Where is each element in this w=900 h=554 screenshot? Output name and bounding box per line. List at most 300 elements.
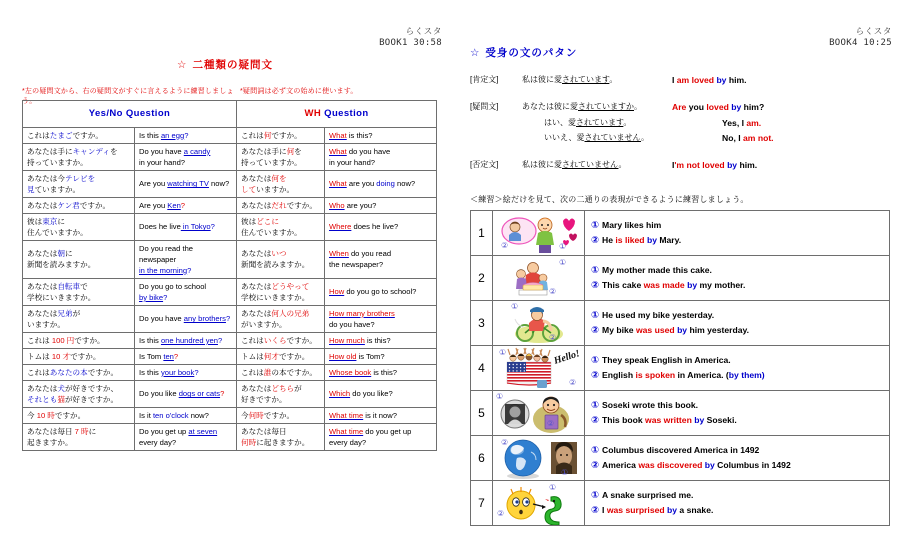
jp-yes-no-7-run-4: いますか。 [27, 319, 65, 329]
table-row [23, 197, 437, 213]
table-row [23, 240, 437, 278]
picture-marker-two: ② [549, 333, 557, 342]
sentence-0-1-run-1: is liked [615, 235, 645, 245]
jp-yes-no-11-run-1: 犬 [57, 383, 65, 393]
pattern-english [672, 74, 890, 88]
jp-yes-no-1-run-2: を [109, 146, 118, 156]
star-icon: ☆ [177, 59, 188, 71]
pattern-row [470, 159, 890, 173]
picture-marker-one: ① [559, 258, 567, 267]
en-yes-no-4-run-0: Does he live [139, 222, 181, 232]
en-wh-1-run-3: in your hand? [329, 157, 376, 167]
jp-wh-12-run-1: 何時 [248, 410, 264, 420]
sentence-4-1-run-4: Soseki. [704, 415, 737, 425]
table-row [23, 143, 437, 170]
jp-wh-5-run-3: 新聞を読みますか。 [241, 260, 310, 270]
picture-marker-two: ② [497, 509, 505, 518]
jp-yes-no-cell [23, 407, 135, 423]
pattern-en-3-run-1: am not. [743, 133, 774, 144]
jp-yes-no-cell [23, 278, 135, 305]
table-row [23, 364, 437, 380]
jp-wh-1-run-1: 何 [286, 146, 295, 156]
row-number: 1 [471, 211, 493, 256]
passive-pattern-block [470, 74, 890, 175]
sentence-5-1-run-0: America [602, 460, 639, 470]
pattern-jp-0-run-1: されています [562, 75, 610, 84]
jp-wh-6-run-1: どうやって [271, 281, 310, 291]
pattern-japanese [522, 159, 675, 173]
jp-wh-cell [237, 305, 325, 332]
sentence-line-2 [591, 368, 883, 383]
en-yes-no-cell [135, 143, 237, 170]
jp-wh-1-run-4: 持っていますか。 [241, 157, 302, 167]
en-wh-1-run-1: do you have [346, 146, 391, 156]
en-wh-11-run-0: Which [329, 389, 351, 399]
en-wh-6-run-1: do you go to school? [344, 287, 417, 297]
en-yes-no-9-run-0: Is Tom [139, 351, 164, 361]
jp-wh-7-run-0: あなたは [241, 308, 272, 318]
sentence-5-1-run-4: Columbus in 1492 [714, 460, 791, 470]
pattern-jp-3-run-0: いいえ、愛 [544, 133, 585, 143]
en-yes-no-3-run-2: ? [180, 200, 186, 210]
jp-wh-13-run-2: 何時 [241, 437, 257, 447]
pattern-row [470, 74, 890, 88]
jp-wh-cell [237, 127, 325, 143]
jp-wh-2-run-4: いますか。 [256, 184, 295, 194]
en-wh-13-run-0: What time [329, 426, 364, 436]
sentence-number-icon: ② [591, 235, 600, 246]
sentence-pair-cell [585, 436, 890, 481]
illustration-cell [493, 436, 585, 481]
jp-wh-0-run-1: 何 [263, 130, 272, 140]
row-number: 2 [471, 256, 493, 301]
picture-marker-one: ① [549, 483, 557, 492]
sentence-number-icon: ② [591, 415, 600, 426]
jp-yes-no-cell [23, 197, 135, 213]
jp-yes-no-cell [23, 380, 135, 407]
en-wh-2-run-3: now? [394, 179, 416, 189]
pattern-japanese [522, 132, 694, 146]
jp-yes-no-3-run-2: ですか。 [79, 200, 111, 210]
table-row [23, 278, 437, 305]
table-row [23, 407, 437, 423]
en-yes-no-0-run-2: ? [184, 130, 189, 140]
pattern-jp-4-run-2: 。 [618, 160, 627, 169]
right-page [450, 0, 900, 554]
question-types-table [22, 100, 437, 451]
en-yes-no-11-run-2: ? [220, 389, 225, 399]
en-yes-no-6-run-3: ? [163, 292, 168, 302]
pattern-en-4-run-4: him. [737, 160, 758, 170]
jp-yes-no-10-run-1: あなたの本 [49, 367, 88, 377]
en-yes-no-8-run-1: one hundred yen [160, 335, 218, 345]
en-wh-13-run-1: do you get up [363, 426, 412, 436]
en-wh-0-run-1: is this? [346, 130, 373, 140]
sentence-6-1-run-0: I [602, 505, 607, 515]
en-wh-1-run-0: What [329, 146, 347, 156]
jp-wh-0-run-0: これは [241, 130, 264, 140]
jp-yes-no-1-run-4: 持っていますか。 [27, 157, 88, 167]
sentence-pair-cell [585, 481, 890, 526]
pattern-en-2-run-1: am. [746, 117, 762, 128]
note-right: *疑問詞は必ず文の始めに使います。 [240, 88, 358, 95]
sentence-number-icon: ① [591, 219, 600, 231]
jp-wh-cell [237, 278, 325, 305]
en-wh-8-run-1: is this? [364, 335, 391, 345]
en-wh-cell [325, 213, 437, 240]
sentence-2-0-run-0: He used my bike yesterday. [602, 309, 715, 320]
illustration-cell [493, 211, 585, 256]
sentence-6-1-run-3: by [667, 505, 678, 515]
jp-yes-no-cell [23, 364, 135, 380]
jp-wh-3-run-2: ですか。 [286, 200, 317, 210]
sentence-1-1-run-0: This cake [602, 280, 644, 290]
sentence-1-0-run-0: My mother made this cake. [602, 264, 712, 275]
picture-marker-one: ① [499, 348, 507, 357]
jp-wh-8-run-0: これは [241, 335, 264, 345]
sentence-3-1-run-4: ) [761, 370, 765, 380]
jp-yes-no-11-run-4: それとも [27, 394, 58, 404]
mother-made-cake-illustration [493, 256, 585, 300]
pattern-tag: [否定文] [470, 160, 499, 169]
jp-wh-cell [237, 407, 325, 423]
en-yes-no-3-run-0: Are you [139, 200, 168, 210]
table-row [23, 213, 437, 240]
pattern-jp-3-run-1: されていません [584, 133, 641, 143]
en-wh-cell [325, 240, 437, 278]
jp-yes-no-2-run-0: あなたは今 [27, 173, 65, 183]
en-yes-no-13-run-0: Do you get up [139, 426, 189, 436]
sentence-number-icon: ② [591, 280, 600, 291]
jp-yes-no-5-run-4: 新聞を読みますか。 [27, 260, 96, 270]
sentence-2-1-run-0: My bike [602, 325, 636, 335]
jp-wh-10-run-1: 誰 [263, 367, 272, 377]
pattern-en-3-run-0: No, I [722, 133, 744, 144]
table-row [23, 332, 437, 348]
jp-yes-no-13-run-0: あなたは毎日 [27, 426, 75, 436]
pattern-jp-4-run-0: 私は彼に愛 [522, 160, 562, 169]
en-wh-cell [325, 332, 437, 348]
jp-yes-no-3-run-1: ケン君 [57, 200, 80, 210]
right-title-text: 受身の文のパタン [485, 47, 578, 59]
jp-wh-8-run-1: いくら [263, 335, 287, 345]
pattern-tag [470, 117, 522, 131]
picture-marker-one: ① [511, 302, 519, 311]
en-wh-0-run-0: What [329, 130, 347, 140]
pattern-jp-1-run-2: 。 [634, 101, 642, 111]
jp-wh-10-run-0: これは [241, 367, 264, 377]
en-yes-no-12-run-2: now? [188, 410, 209, 420]
sentence-number-icon: ① [591, 309, 600, 321]
jp-wh-0-run-2: ですか。 [271, 130, 302, 140]
pattern-english [672, 101, 890, 115]
en-yes-no-cell [135, 407, 237, 423]
sentence-2-1-run-1: was used [635, 325, 675, 335]
jp-wh-13-run-0: あなたは毎日 [241, 426, 287, 436]
jp-yes-no-4-run-0: 彼は [27, 216, 43, 226]
en-wh-cell [325, 348, 437, 364]
table-row [23, 348, 437, 364]
sentence-line-2 [591, 233, 883, 248]
jp-wh-5-run-0: あなたは [241, 249, 272, 259]
pattern-jp-0-run-0: 私は彼に愛 [522, 75, 562, 84]
soseki-book-illustration [493, 391, 585, 435]
jp-wh-9-run-1: 何才 [263, 351, 279, 361]
jp-yes-no-9-run-0: トムは [27, 351, 52, 361]
jp-wh-13-run-3: に起きますか。 [256, 437, 310, 447]
exercise-lead: ＜練習＞絵だけを見て、次の二通りの表現ができるように練習しましょう。 [470, 195, 749, 204]
en-yes-no-8-run-2: ? [217, 335, 223, 345]
sentence-4-0-run-0: Soseki wrote this book. [602, 399, 699, 410]
jp-yes-no-2-run-4: ていますか。 [34, 184, 81, 194]
en-wh-3-run-1: are you? [344, 200, 377, 210]
sentence-line-1 [591, 353, 883, 368]
pattern-spacer [470, 90, 890, 101]
sentence-number-icon: ② [591, 370, 600, 381]
pattern-spacer [470, 148, 890, 159]
pattern-en-1-run-4: by [731, 101, 742, 112]
practice-row [471, 211, 890, 256]
en-yes-no-10-run-2: ? [194, 367, 199, 377]
book-code: BOOK4 10:25 [829, 38, 892, 49]
mary-likes-him-illustration [493, 211, 585, 255]
jp-yes-no-9-run-1: 10 才 [51, 351, 71, 361]
jp-wh-2-run-3: して [241, 184, 257, 194]
used-my-bike-illustration [493, 301, 585, 345]
en-yes-no-cell [135, 364, 237, 380]
jp-wh-1-run-0: あなたは手に [241, 146, 287, 156]
jp-wh-11-run-1: どちら [271, 383, 295, 393]
en-wh-3-run-0: Who [329, 200, 345, 210]
jp-yes-no-cell [23, 213, 135, 240]
en-wh-10-run-0: Whose book [329, 367, 372, 377]
picture-marker-one: ① [561, 468, 569, 477]
sentence-5-0-run-0: Columbus discovered America in 1492 [602, 444, 760, 455]
brand-name: らくスタ [405, 26, 442, 36]
jp-yes-no-6-run-2: で [80, 281, 88, 291]
jp-wh-cell [237, 213, 325, 240]
jp-wh-2-run-1: 何を [271, 173, 287, 183]
en-yes-no-13-run-3: every day? [139, 437, 177, 447]
sentence-line-1 [591, 263, 883, 278]
pattern-en-1-run-2: loved [706, 101, 729, 112]
jp-wh-cell [237, 170, 325, 197]
pattern-japanese [522, 74, 672, 88]
sentence-2-1-run-3: by [677, 325, 688, 335]
jp-yes-no-cell [23, 143, 135, 170]
globe-columbus-illustration [493, 436, 585, 480]
practice-row [471, 346, 890, 391]
jp-yes-no-0-run-2: ですか。 [72, 130, 103, 140]
jp-yes-no-2-run-3: 見 [27, 184, 35, 194]
jp-wh-cell [237, 423, 325, 450]
en-yes-no-7-run-0: Do you have [139, 314, 184, 324]
en-yes-no-cell [135, 197, 237, 213]
pattern-jp-1-run-1: されていますか [578, 101, 634, 111]
jp-yes-no-11-run-0: あなたは [27, 383, 58, 393]
pattern-english [694, 117, 890, 131]
en-yes-no-cell [135, 332, 237, 348]
jp-yes-no-8-run-0: これは [27, 335, 52, 345]
jp-yes-no-6-run-4: 学校にいきますか。 [27, 292, 96, 302]
en-yes-no-cell [135, 423, 237, 450]
pattern-en-4-run-3: by [727, 160, 738, 170]
jp-wh-4-run-3: 住んでいますか。 [241, 227, 302, 237]
jp-wh-4-run-1: どこに [256, 216, 279, 226]
sentence-pair-cell [585, 391, 890, 436]
en-wh-cell [325, 143, 437, 170]
en-yes-no-0-run-0: Is this [139, 130, 161, 140]
en-yes-no-7-run-1: any brothers [183, 314, 226, 324]
jp-yes-no-13-run-1: 7 時 [74, 426, 89, 436]
practice-row [471, 481, 890, 526]
sentence-0-1-run-0: He [602, 235, 616, 245]
jp-wh-11-run-4: 好きですか。 [241, 394, 287, 404]
table-header-row [23, 101, 437, 128]
star-icon: ☆ [470, 47, 481, 59]
pattern-en-1-run-5: him? [741, 101, 765, 112]
en-yes-no-cell [135, 127, 237, 143]
sentence-3-1-run-2: in America. ( [675, 370, 729, 380]
practice-row [471, 256, 890, 301]
jp-yes-no-7-run-1: 兄弟 [57, 308, 73, 318]
sentence-number-icon: ① [591, 399, 600, 411]
jp-wh-cell [237, 197, 325, 213]
jp-yes-no-2-run-1: テレビを [64, 173, 96, 183]
pattern-en-4-run-0: I [672, 160, 675, 170]
sentence-0-1-run-4: Mary. [656, 235, 682, 245]
jp-yes-no-5-run-1: 朝 [57, 249, 65, 259]
en-yes-no-12-run-0: Is it [139, 410, 153, 420]
sentence-3-1-run-0: English [602, 370, 636, 380]
note-left: *左の疑問文から、右の疑問文がすぐに言えるように練習しましょう。 [22, 88, 234, 105]
en-yes-no-5-run-0: Do you read the newspaper [139, 243, 194, 264]
jp-wh-12-run-2: ですか。 [263, 410, 295, 420]
sentence-4-1-run-1: was written [645, 415, 692, 425]
en-yes-no-3-run-1: Ken [167, 200, 181, 210]
en-wh-7-run-0: How many brothers [329, 308, 395, 318]
table-row [23, 423, 437, 450]
sentence-pair-cell [585, 211, 890, 256]
pattern-jp-2-run-0: はい、愛 [544, 117, 576, 127]
practice-row [471, 436, 890, 481]
en-yes-no-7-run-2: ? [225, 314, 231, 324]
jp-wh-cell [237, 332, 325, 348]
jp-yes-no-cell [23, 127, 135, 143]
jp-yes-no-11-run-2: が好きですか、 [64, 383, 119, 393]
sentence-3-1-run-1: is spoken [635, 370, 676, 380]
en-wh-9-run-1: is Tom? [356, 351, 385, 361]
en-wh-5-run-1: do you read [348, 249, 392, 259]
sentence-line-1 [591, 398, 883, 413]
en-wh-cell [325, 278, 437, 305]
jp-wh-11-run-0: あなたは [241, 383, 272, 393]
pattern-jp-1-run-0: あなたは彼に愛 [522, 101, 578, 111]
pattern-japanese [522, 117, 694, 131]
sentence-1-1-run-3: by [687, 280, 698, 290]
en-yes-no-8-run-0: Is this [139, 335, 161, 345]
sentence-1-1-run-1: was made [643, 280, 685, 290]
en-wh-cell [325, 127, 437, 143]
jp-wh-2-run-0: あなたは [241, 173, 272, 183]
en-wh-2-run-2: doing [376, 179, 395, 189]
en-yes-no-11-run-1: dogs or cats [178, 389, 221, 399]
en-wh-8-run-0: How much [329, 335, 365, 345]
illustration-cell [493, 481, 585, 526]
en-yes-no-2-run-2: now? [208, 179, 230, 189]
en-yes-no-cell [135, 170, 237, 197]
practice-row [471, 301, 890, 346]
sentence-4-1-run-0: This book [602, 415, 646, 425]
en-yes-no-4-run-1: in Tokyo [180, 222, 211, 232]
illustration-cell [493, 391, 585, 436]
sentence-6-1-run-4: a snake. [677, 505, 714, 515]
illustration-cell [493, 256, 585, 301]
en-wh-13-run-3: every day? [329, 437, 367, 447]
right-page-title [470, 45, 577, 60]
jp-yes-no-cell [23, 423, 135, 450]
en-wh-cell [325, 364, 437, 380]
pattern-jp-2-run-2: 。 [623, 117, 632, 127]
jp-wh-11-run-2: が [294, 383, 302, 393]
pattern-en-0-run-1: am loved [676, 75, 715, 85]
jp-yes-no-6-run-0: あなたは [27, 281, 58, 291]
pattern-jp-4-run-1: されていません [562, 160, 619, 169]
sentence-4-1-run-3: by [694, 415, 705, 425]
pattern-japanese [522, 101, 672, 115]
practice-table [470, 210, 890, 526]
jp-wh-5-run-1: いつ [271, 249, 287, 259]
en-wh-12-run-0: What time [329, 410, 364, 420]
jp-wh-8-run-2: ですか。 [286, 335, 317, 345]
right-brand-block [829, 26, 892, 50]
sentence-0-0-run-0: Mary likes him [602, 219, 662, 230]
practice-row [471, 391, 890, 436]
jp-wh-cell [237, 143, 325, 170]
jp-yes-no-4-run-1: 東京 [42, 216, 58, 226]
jp-yes-no-cell [23, 240, 135, 278]
row-number: 5 [471, 391, 493, 436]
sentence-0-1-run-3: by [646, 235, 657, 245]
pattern-row [470, 101, 890, 115]
left-brand-block [379, 26, 442, 50]
sentence-line-2 [591, 278, 883, 293]
brand-name: らくスタ [855, 26, 892, 36]
en-yes-no-cell [135, 305, 237, 332]
jp-yes-no-3-run-0: あなたは [27, 200, 58, 210]
en-yes-no-cell [135, 240, 237, 278]
illustration-cell [493, 346, 585, 391]
picture-marker-one: ① [496, 392, 504, 401]
jp-yes-no-cell [23, 170, 135, 197]
sentence-6-0-run-0: A snake surprised me. [602, 489, 694, 500]
sentence-3-1-run-3: by them [728, 370, 762, 380]
book-code: BOOK1 30:58 [379, 38, 442, 49]
pattern-jp-2-run-1: されています [576, 117, 624, 127]
pattern-en-2-run-0: Yes, I [722, 117, 747, 128]
en-wh-6-run-0: How [329, 287, 345, 297]
en-wh-11-run-1: do you like? [350, 389, 393, 399]
en-wh-4-run-0: Where [329, 222, 352, 232]
sentence-line-2 [591, 503, 883, 518]
snake-surprise-illustration [493, 481, 585, 525]
sentence-number-icon: ① [591, 489, 600, 501]
pattern-en-4-run-1: 'm not loved [674, 160, 725, 170]
picture-marker-one: ① [559, 242, 567, 251]
sentence-line-2 [591, 458, 883, 473]
pattern-jp-3-run-2: 。 [640, 133, 649, 143]
en-yes-no-10-run-1: your book [160, 367, 195, 377]
